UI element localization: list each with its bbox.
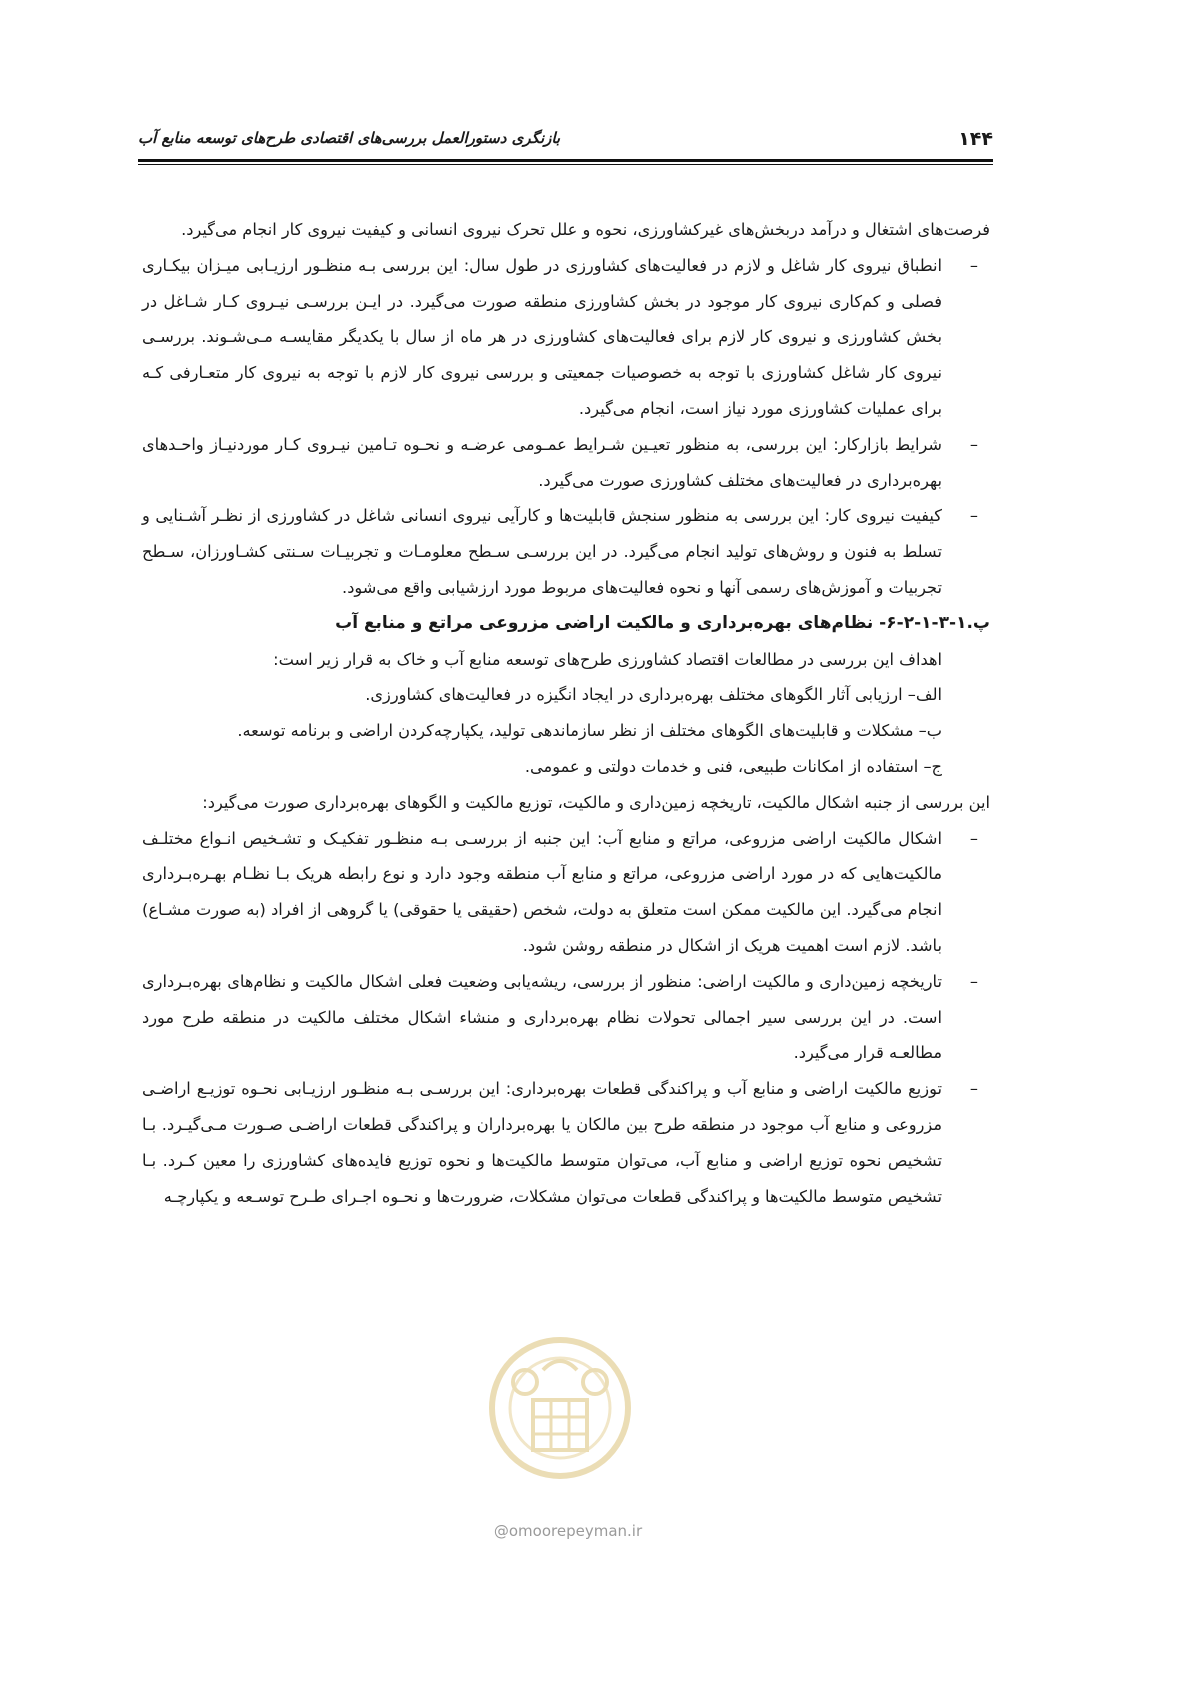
goal-letter: ج– bbox=[923, 756, 942, 776]
goal-item bbox=[142, 749, 990, 785]
list-item bbox=[142, 427, 990, 499]
list-item-text: اشکال مالکیت اراضی مزروعی، مراتع و منابع آب: این جنبه از بررسـی بـه منظـور تفکیـک و تشـخیص انـواع مختلـف مالکیت‌هایی که در مورد اراضی مزروعی، مراتع و منابع آب منطقه وجود دارد و نوع رابطه هریک بـا نظـام بهـره‌بـرداری انجام می‌گیرد. این مالکیت ممکن است متعلق به دولت، شخص (حقیقی یا حقوقی) یا گروهی از افراد (به صورت مشـاع) باشد. لازم است اهمیت هریک از اشکال در منطقه روشن شود. bbox=[142, 828, 942, 955]
section-intro: اهداف این بررسی در مطالعات اقتصاد کشاورزی طرح‌های توسعه منابع آب و خاک به قرار زیر است: bbox=[273, 649, 942, 669]
watermark-seal-icon bbox=[485, 1330, 635, 1490]
list-item bbox=[142, 1071, 990, 1214]
intro-paragraph: فرصت‌های اشتغال و درآمد دربخش‌های غیرکشاورزی، نحوه و علل تحرک نیروی انسانی و کیفیت نیروی کار انجام می‌گیرد. bbox=[181, 220, 990, 239]
header-rule-thin bbox=[138, 164, 993, 165]
header-rule-thick bbox=[138, 159, 993, 162]
bullet-dash: – bbox=[969, 828, 978, 848]
bullet-dash: – bbox=[969, 255, 978, 275]
list-item bbox=[142, 821, 990, 964]
goal-text: ارزیابی آثار الگوهای مختلف بهره‌برداری در ایجاد انگیزه در فعالیت‌های کشاورزی. bbox=[365, 685, 908, 705]
list-item-text: تاریخچه زمین‌داری و مالکیت اراضی: منظور از بررسی، ریشه‌یابی وضعیت فعلی اشکال مالکیت و نظام‌های بهره‌بـرداری است. در این بررسی سیر اجمالی تحولات نظام بهره‌برداری و منشاء اشکال مختلف مالکیت در منطقه طرح مورد مطالعـه قرار می‌گیرد. bbox=[142, 971, 942, 1063]
section-heading: پ.۱-۳-۱-۲-۶- نظام‌های بهره‌برداری و مالکیت اراضی مزروعی مراتع و منابع آب bbox=[335, 612, 990, 633]
list-item bbox=[142, 248, 990, 427]
bullet-dash: – bbox=[969, 1079, 978, 1099]
bullet-dash: – bbox=[969, 434, 978, 454]
list-item-text: توزیع مالکیت اراضی و منابع آب و پراکندگی قطعات بهره‌برداری: این بررسـی بـه منظـور ارزیـابی نحـوه توزیـع اراضـی مزروعی و منابع آب موجود در منطقه طرح بین مالکان یا بهره‌برداران و پراکندگی قطعات اراضـی صـورت مـی‌گیـرد. بـا تشخیص نحوه توزیع اراضی و منابع آب، می‌توان متوسط مالکیت‌ها و نحوه توزیع فایده‌های کشاورزی را معین کـرد. بـا تشخیص متوسط مالکیت‌ها و پراکندگی قطعات می‌توان مشکلات، ضرورت‌ها و نحـوه اجـرای طـرح توسـعه و یکپارچـه bbox=[142, 1079, 942, 1206]
list-item bbox=[142, 964, 990, 1071]
running-title: بازنگری دستورالعمل بررسی‌های اقتصادی طرح‌های توسعه منابع آب bbox=[138, 129, 561, 147]
page-number: ۱۴۴ bbox=[958, 128, 993, 150]
goal-letter: ب– bbox=[918, 721, 942, 741]
goal-letter: الف– bbox=[907, 685, 942, 705]
goal-item bbox=[142, 677, 990, 713]
bullet-dash: – bbox=[969, 971, 978, 991]
list-item-text: انطباق نیروی کار شاغل و لازم در فعالیت‌های کشاورزی در طول سال: این بررسی بـه منظـور ارزیـابی میـزان بیکـاری فصلی و کم‌کاری نیروی کار موجود در بخش کشاورزی منطقه صورت می‌گیرد. در ایـن بررسـی نیـروی کـار شـاغل در بخش کشاورزی و نیروی کار لازم برای فعالیت‌های کشاورزی در هر ماه از سال با یکدیگر مقایسـه مـی‌شـوند. بررسـی نیروی کار شاغل کشاورزی با توجه به خصوصیات جمعیتی و بررسی نیروی کار لازم با توجه به نیروی کار متعـارفی کـه برای عملیات کشاورزی مورد نیاز است، انجام می‌گیرد. bbox=[142, 255, 942, 418]
document-body bbox=[142, 212, 990, 1214]
goal-text: مشکلات و قابلیت‌های الگوهای مختلف از نظر سازماندهی تولید، یکپارچه‌کردن اراضی و برنامه توسعه. bbox=[237, 721, 919, 741]
list-item-text: شرایط بازارکار: این بررسی، به منظور تعیـین شـرایط عمـومی عرضـه و نحـوه تـامین نیـروی کـار موردنیـاز واحـدهای بهره‌برداری در فعالیت‌های مختلف کشاورزی صورت می‌گیرد. bbox=[142, 434, 942, 490]
watermark-text: @omoorepeyman.ir bbox=[493, 1522, 643, 1540]
list-item-text: کیفیت نیروی کار: این بررسی به منظور سنجش قابلیت‌ها و کارآیی نیروی انسانی شاغل در کشاورزی از نظـر آشـنایی و تسلط به فنون و روش‌های تولید انجام می‌گیرد. در این بررسـی سـطح معلومـات و تجربیـات سـنتی کشـاورزان، سـطح تجربیات و آموزش‌های رسمی آنها و نحوه فعالیت‌های مربوط مورد ارزشیابی واقع می‌شود. bbox=[142, 506, 942, 597]
goal-text: استفاده از امکانات طبیعی، فنی و خدمات دولتی و عمومی. bbox=[524, 756, 924, 776]
goal-item bbox=[142, 713, 990, 749]
list-item bbox=[142, 498, 990, 605]
page-header bbox=[138, 128, 993, 158]
bullet-dash: – bbox=[969, 506, 978, 526]
aspects-intro: این بررسی از جنبه اشکال مالکیت، تاریخچه زمین‌داری و مالکیت، توزیع مالکیت و الگوهای بهره‌برداری صورت می‌گیرد: bbox=[202, 792, 990, 812]
